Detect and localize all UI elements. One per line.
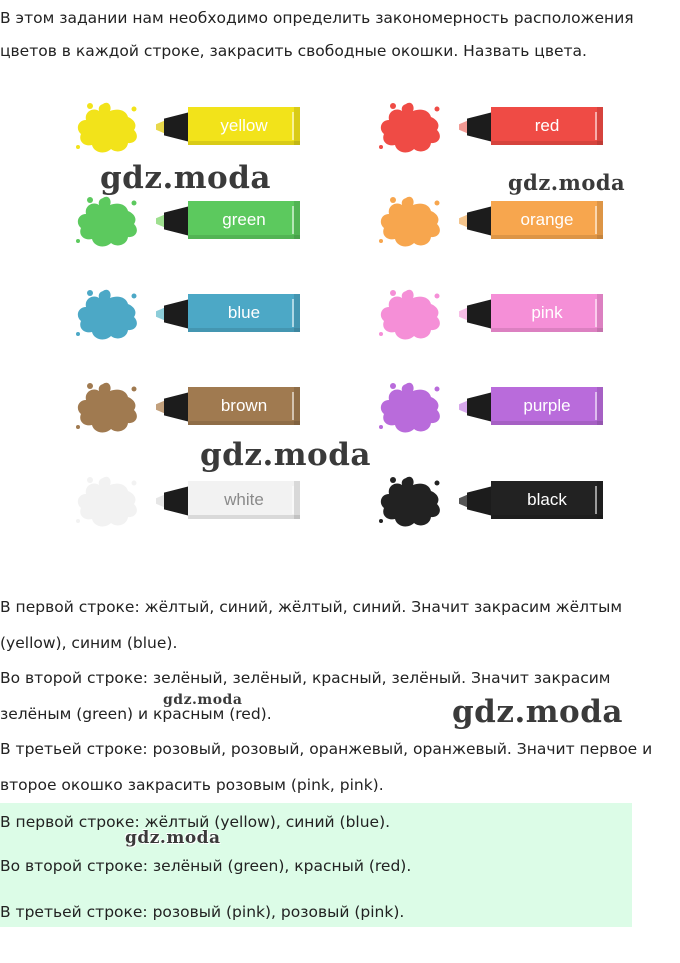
paint-splat-icon [375, 284, 445, 344]
marker-label: green [188, 201, 300, 239]
marker-purple [375, 372, 615, 442]
answer-box [0, 803, 632, 927]
explanation-row-2: Во второй строке: зелёный, зелёный, красный, зелёный. Значит закрасим зелёным (green) и красным (red). [0, 669, 611, 723]
paint-splat-icon [375, 377, 445, 437]
answer-row-3: В третьей строке: розовый (pink), розовый (pink). [0, 903, 405, 921]
answer-row-2: Во второй строке: зелёный (green), красный (red). [0, 857, 412, 875]
marker-pink [375, 279, 615, 349]
marker-brown [72, 372, 312, 442]
watermark: gdz.moda [200, 437, 371, 473]
paint-splat-icon [375, 97, 445, 157]
paint-splat-icon [72, 471, 142, 531]
paint-splat-icon [72, 284, 142, 344]
marker-red [375, 92, 615, 162]
marker-cap [467, 486, 493, 516]
marker-cap [164, 206, 190, 236]
marker-grid [0, 80, 680, 560]
marker-green [72, 186, 312, 256]
paint-splat-icon [375, 191, 445, 251]
marker-cap [164, 392, 190, 422]
watermark: gdz.moda [452, 694, 623, 730]
marker-label: pink [491, 294, 603, 332]
marker-cap [164, 299, 190, 329]
marker-yellow [72, 92, 312, 162]
marker-label: purple [491, 387, 603, 425]
paint-splat-icon [72, 191, 142, 251]
task-intro: В этом задании нам необходимо определить закономерность расположения цветов в каждой строке, закрасить свободные окошки. Назвать цвета. [0, 9, 634, 60]
marker-label: blue [188, 294, 300, 332]
marker-label: white [188, 481, 300, 519]
marker-cap [467, 392, 493, 422]
explanation-row-1: В первой строке: жёлтый, синий, жёлтый, синий. Значит закрасим жёлтым (yellow), синим (blue). [0, 598, 623, 652]
marker-label: red [491, 107, 603, 145]
marker-cap [164, 112, 190, 142]
marker-cap [467, 112, 493, 142]
marker-cap [164, 486, 190, 516]
marker-label: brown [188, 387, 300, 425]
watermark: gdz.moda [508, 170, 626, 195]
paint-splat-icon [72, 97, 142, 157]
watermark: gdz.moda [100, 160, 271, 196]
paint-splat-icon [72, 377, 142, 437]
marker-black [375, 466, 615, 536]
marker-orange [375, 186, 615, 256]
answer-row-1: В первой строке: жёлтый (yellow), синий (blue). [0, 813, 391, 831]
watermark: gdz.moda [125, 828, 221, 848]
marker-cap [467, 299, 493, 329]
marker-cap [467, 206, 493, 236]
paint-splat-icon [375, 471, 445, 531]
marker-label: orange [491, 201, 603, 239]
watermark: gdz.moda [163, 692, 243, 708]
marker-label: yellow [188, 107, 300, 145]
marker-label: black [491, 481, 603, 519]
marker-white [72, 466, 312, 536]
marker-blue [72, 279, 312, 349]
explanation-row-3: В третьей строке: розовый, розовый, оранжевый, оранжевый. Значит первое и второе окошко закрасить розовым (pink, pink). [0, 740, 653, 794]
